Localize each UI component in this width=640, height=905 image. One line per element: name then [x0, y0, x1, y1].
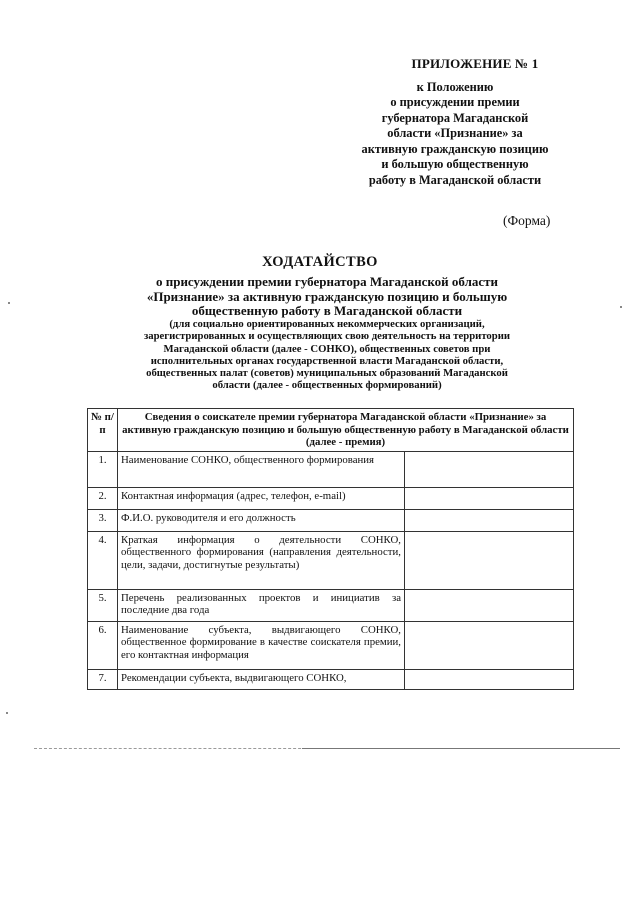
table-row — [88, 451, 574, 487]
appendix-reference — [326, 80, 584, 189]
table-row — [88, 589, 574, 621]
row-value-field[interactable] — [405, 509, 574, 531]
appendix-line: области «Признание» за — [387, 126, 523, 140]
row-value-field[interactable] — [405, 589, 574, 621]
appendix-line: и большую общественную — [381, 157, 529, 171]
row-value-field[interactable] — [405, 621, 574, 669]
nominee-info-table — [87, 408, 574, 690]
note-line: области (далее - общественных формирований) — [212, 379, 442, 392]
note-line: (для социально ориентированных некоммерческих организаций, — [169, 318, 485, 330]
subtitle-line: общественную работу в Магаданской области — [191, 303, 463, 318]
appendix-line: о присуждении премии — [390, 95, 520, 109]
document-subtitle — [96, 275, 558, 319]
table-header-row — [88, 409, 574, 452]
appendix-line: к Положению — [416, 79, 494, 94]
row-value-field[interactable] — [405, 531, 574, 589]
row-number: 3. — [88, 509, 118, 531]
appendix-label: ПРИЛОЖЕНИЕ № 1 — [411, 56, 539, 71]
table-row — [88, 531, 574, 589]
row-label: Ф.И.О. руководителя и его должность — [118, 509, 405, 531]
form-label: (Форма) — [503, 213, 551, 228]
row-label: Контактная информация (адрес, телефон, e-mail) — [118, 487, 405, 509]
row-number: 7. — [88, 669, 118, 689]
note-line: общественных палат (советов) муниципальных образований Магаданской — [146, 367, 508, 380]
table-row — [88, 621, 574, 669]
row-label: Наименование СОНКО, общественного формирования — [118, 451, 405, 487]
scan-speck — [620, 306, 622, 308]
header-info: Сведения о соискателе премии губернатора Магаданской области «Признание» за активную гражданскую позицию и большую общественную работу в Магаданской области (далее - премия) — [118, 409, 574, 452]
table-row — [88, 487, 574, 509]
subtitle-line: «Признание» за активную гражданскую позицию и большую — [146, 288, 508, 304]
appendix-line: губернатора Магаданской — [381, 110, 529, 125]
row-value-field[interactable] — [405, 487, 574, 509]
header-number: № п/п — [88, 409, 118, 452]
row-number: 1. — [88, 451, 118, 487]
row-number: 4. — [88, 531, 118, 589]
page-cut-line-solid — [302, 748, 620, 749]
row-number: 2. — [88, 487, 118, 509]
subtitle-line: о присуждении премии губернатора Магаданской области — [155, 274, 499, 289]
scan-speck — [8, 302, 10, 304]
note-line: зарегистрированных и осуществляющих свою деятельность на территории — [143, 330, 511, 343]
row-number: 6. — [88, 621, 118, 669]
row-value-field[interactable] — [405, 669, 574, 689]
note-line: исполнительных органах государственной власти Магаданской области, — [150, 354, 504, 367]
scan-speck — [6, 712, 8, 714]
scope-note — [90, 318, 564, 392]
row-label: Рекомендации субъекта, выдвигающего СОНКО, — [118, 669, 405, 689]
table-row — [88, 509, 574, 531]
row-label: Перечень реализованных проектов и инициатив за последние два года — [118, 589, 405, 621]
appendix-block — [326, 56, 584, 188]
row-label: Наименование субъекта, выдвигающего СОНКО, общественное формирование в качестве соискателя премии, его контактная информация — [118, 621, 405, 669]
row-label: Краткая информация о деятельности СОНКО, общественного формирования (направления деятельности, цели, задачи, достигнутые результаты) — [118, 531, 405, 589]
appendix-line: активную гражданскую позицию — [361, 141, 549, 156]
table-row — [88, 669, 574, 689]
row-value-field[interactable] — [405, 451, 574, 487]
document-title: ХОДАТАЙСТВО — [262, 254, 378, 270]
row-number: 5. — [88, 589, 118, 621]
note-line: Магаданской области (далее - СОНКО), общественных советов при — [163, 342, 491, 355]
appendix-line: работу в Магаданской области — [368, 172, 542, 187]
